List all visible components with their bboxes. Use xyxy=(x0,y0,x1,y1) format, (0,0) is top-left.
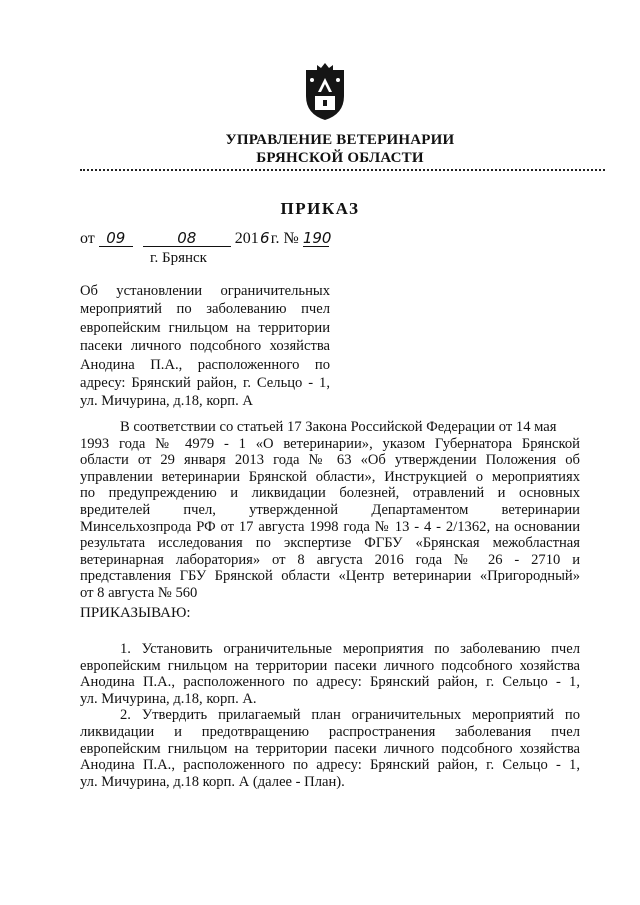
preamble-line: управлении ветеринарии Брянской области», Инструкцией о мероприятиях xyxy=(80,468,580,485)
document-title: ПРИКАЗ xyxy=(280,199,360,218)
header-dotted-divider xyxy=(80,169,605,171)
item-line: европейским гнильцом на территории пасеки личного подсобного хозяйства xyxy=(80,657,580,674)
order-word: ПРИКАЗЫВАЮ: xyxy=(80,605,191,621)
subject-line: европейским гнильцом на территории xyxy=(80,319,330,336)
date-number-line xyxy=(80,229,332,248)
subject-line: пасеки личного подсобного хозяйства xyxy=(80,338,330,355)
preamble-line: по предупреждению и ликвидации болезней, отравлений и основных xyxy=(80,485,580,502)
subject-line: адресу: Брянский район, г. Сельцо - 1, xyxy=(80,375,330,392)
subject-line: Анодина П.А., расположенного по xyxy=(80,356,330,373)
item-line: 2. Утвердить прилагаемый план ограничительных мероприятий по xyxy=(120,707,580,724)
preamble-line: ветеринарная лаборатория» от 8 августа 2016 года № 26 - 2710 и xyxy=(80,551,580,568)
subject-line: Об установлении ограничительных xyxy=(80,283,330,299)
subject-line: мероприятий по заболеванию пчел xyxy=(80,301,330,318)
order-items xyxy=(80,641,580,790)
coat-of-arms-emblem xyxy=(300,62,350,122)
org-name-line1: УПРАВЛЕНИЕ ВЕТЕРИНАРИИ xyxy=(225,132,455,148)
item-line: ул. Мичурина, д.18, корп. А. xyxy=(80,690,257,707)
preamble-line: вредителей пчел, утвержденной Департаментом ветеринарии xyxy=(80,501,580,518)
preamble-line: представления ГБУ Брянской области «Центр ветеринарии «Пригородный» xyxy=(80,568,580,585)
item-line: европейским гнильцом на территории пасеки личного подсобного хозяйства xyxy=(80,740,580,757)
item-line: Анодина П.А., расположенного по адресу: Брянский район, г. Сельцо - 1, xyxy=(80,757,580,774)
item-line: Анодина П.А., расположенного по адресу: Брянский район, г. Сельцо - 1, xyxy=(80,674,580,691)
preamble-line: от 8 августа № 560 xyxy=(80,584,198,601)
preamble-line: области от 29 января 2013 года № 63 «Об утверждении Положения об xyxy=(80,452,580,469)
year-printed: 201 xyxy=(234,230,259,247)
date-prefix: от xyxy=(80,230,95,247)
handwritten-month: 08 xyxy=(143,230,231,247)
org-name-line2: БРЯНСКОЙ ОБЛАСТИ xyxy=(256,150,424,166)
item-line: 1. Установить ограничительные мероприятия по заболеванию пчел xyxy=(120,641,580,657)
preamble-line: Минсельхозпрода РФ от 17 августа 1998 года № 13 - 4 - 2/1362, на основании xyxy=(80,518,580,535)
handwritten-day: 09 xyxy=(99,230,133,247)
subject-line: ул. Мичурина, д.18, корп. А xyxy=(80,393,253,410)
handwritten-year-digit: 6 xyxy=(260,229,270,247)
handwritten-order-number: 190 xyxy=(302,229,332,247)
preamble-line: 1993 года № 4979 - 1 «О ветеринарии», указом Губернатора Брянской xyxy=(80,435,580,452)
order-subject xyxy=(80,282,330,411)
year-number-suffix: г. № xyxy=(270,230,299,247)
preamble-line: результата исследования по экспертизе ФГБУ «Брянская межобластная xyxy=(80,535,580,552)
city: г. Брянск xyxy=(150,250,207,266)
item-line: ул. Мичурина, д.18 корп. А (далее - План). xyxy=(80,773,345,790)
item-line: ликвидации и предотвращению распространения заболевания пчел xyxy=(80,723,580,740)
preamble-line: В соответствии со статьей 17 Закона Российской Федерации от 14 мая xyxy=(120,419,557,435)
preamble-paragraph xyxy=(80,419,580,602)
